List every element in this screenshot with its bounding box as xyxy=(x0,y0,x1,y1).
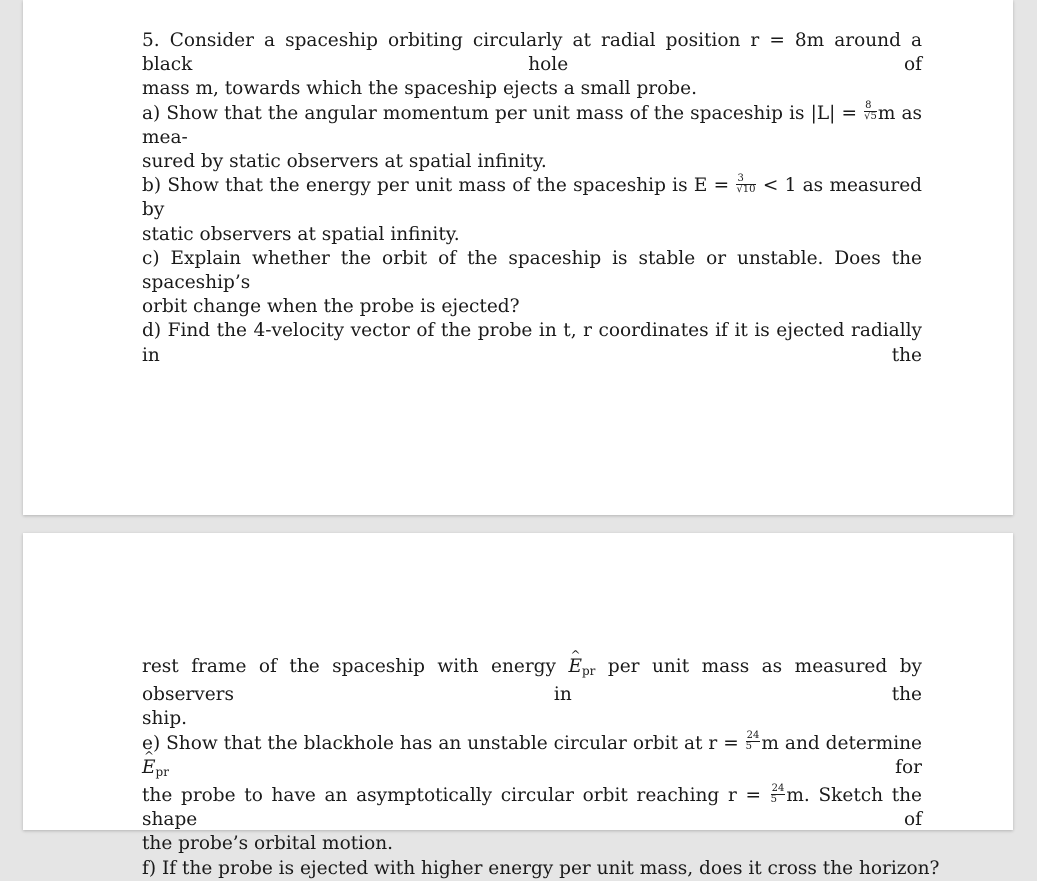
energy-symbol: ^ E xyxy=(568,655,582,679)
part-e-text-end: m. Sketch the shape of xyxy=(142,785,923,831)
problem-line: mass m, towards which the spaceship ejects a small probe. xyxy=(142,78,697,100)
part-e-line xyxy=(142,732,922,784)
part-e-line xyxy=(142,784,922,832)
part-b-line: static observers at spatial infinity. xyxy=(142,223,460,245)
part-d-line xyxy=(142,655,922,707)
fraction-numerator: 3 xyxy=(736,174,755,185)
problem-line: 5. Consider a spaceship orbiting circularly at radial position r = 8m around a black hole of xyxy=(142,30,922,76)
part-e-text-end: for xyxy=(895,756,922,778)
fraction-8-over-root5 xyxy=(864,101,877,122)
part-d-line: ship. xyxy=(142,708,188,730)
part-d-text-end: per unit mass as measured by observers in the xyxy=(142,656,922,706)
page-1 xyxy=(23,0,1013,515)
fraction-numerator: 24 xyxy=(746,730,760,742)
part-e-text: e) Show that the blackhole has an unstable circular orbit at r = xyxy=(142,732,739,754)
part-d-line: d) Find the 4-velocity vector of the probe in t, r coordinates if it is ejected radially in the xyxy=(142,320,922,366)
problem-text-part-2 xyxy=(142,655,940,881)
fraction-denominator: √5 xyxy=(864,111,877,123)
page-2 xyxy=(23,533,1013,879)
fraction-denominator: 5 xyxy=(770,793,778,805)
part-d-text: rest frame of the spaceship with energy xyxy=(142,656,556,677)
fraction-numerator: 8 xyxy=(864,101,877,112)
part-e-line: the probe’s orbital motion. xyxy=(142,833,394,855)
part-b-text-end: < 1 as measured by xyxy=(142,175,923,221)
part-e-text: the probe to have an asymptotically circular orbit reaching r = xyxy=(142,785,761,807)
part-a-line: sured by static observers at spatial infinity. xyxy=(142,151,547,173)
part-f-line: f) If the probe is ejected with higher energy per unit mass, does it cross the horizon? xyxy=(142,857,940,879)
part-b-text: b) Show that the energy per unit mass of the spaceship is E = xyxy=(142,175,730,197)
part-e-text-mid: m and determine xyxy=(761,732,922,754)
fraction-denominator: 5 xyxy=(745,741,753,753)
part-c-line: c) Explain whether the orbit of the spaceship is stable or unstable. Does the spaceship’s xyxy=(142,247,922,294)
fraction-24-over-5 xyxy=(771,784,786,805)
part-a-line xyxy=(142,102,922,150)
part-b-line xyxy=(142,174,922,222)
fraction-denominator: √10 xyxy=(736,183,756,195)
part-c-line: orbit change when the probe is ejected? xyxy=(142,296,520,318)
energy-subscript: pr xyxy=(581,664,596,678)
part-a-text-end: m as mea- xyxy=(142,102,922,148)
problem-text-part-1 xyxy=(142,29,922,368)
part-a-text: a) Show that the angular momentum per unit mass of the spaceship is |L| = xyxy=(142,102,857,124)
fraction-24-over-5 xyxy=(746,731,761,752)
fraction-numerator: 24 xyxy=(771,782,785,794)
energy-subscript: pr xyxy=(155,764,169,779)
fraction-3-over-root10 xyxy=(736,174,755,195)
energy-symbol: ^ E xyxy=(142,756,156,780)
